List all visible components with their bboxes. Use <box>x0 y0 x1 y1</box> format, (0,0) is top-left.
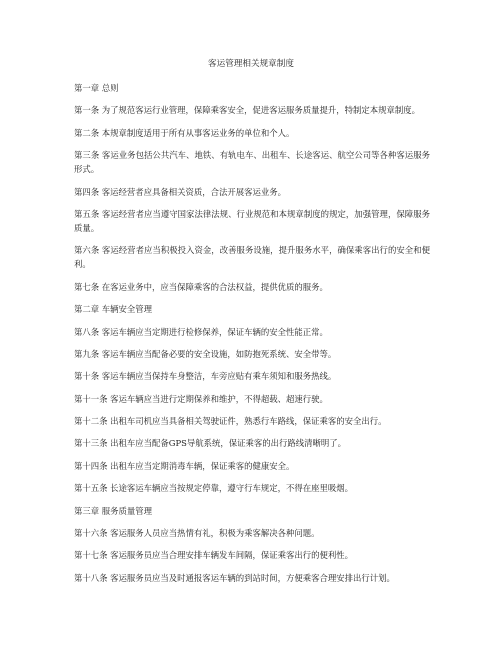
article-paragraph: 第九条 客运车辆应当配备必要的安全设施，如防抱死系统、安全带等。 <box>74 348 337 359</box>
article-paragraph: 第十二条 出租车司机应当具备相关驾驶证件，熟悉行车路线，保证乘客的安全出行。 <box>74 416 387 427</box>
document-title: 客运管理相关规章制度 <box>208 59 294 69</box>
article-paragraph: 第十一条 客运车辆应当进行定期保养和维护，不得超载、超速行驶。 <box>74 393 328 404</box>
article-paragraph: 第十三条 出租车应当配备GPS导航系统，保证乘客的出行路线清晰明了。 <box>74 438 346 449</box>
chapter-heading: 第二章 车辆安全管理 <box>74 304 153 315</box>
article-paragraph: 第十七条 客运服务员应当合理安排车辆发车间隔，保证乘客出行的便利性。 <box>74 550 354 561</box>
chapter-heading: 第一章 总则 <box>74 83 119 93</box>
article-paragraph: 第一条 为了规范客运行业管理，保障乘客安全，促进客运服务质量提升，特制定本规章制度。 <box>74 105 421 116</box>
article-paragraph: 第十六条 客运服务人员应当热情有礼，积极为乘客解决各种问题。 <box>74 528 320 539</box>
article-paragraph: 第十四条 出租车应当定期消毒车辆，保证乘客的健康安全。 <box>74 460 295 471</box>
document-body <box>74 81 430 593</box>
article-paragraph: 第十条 客运车辆应当保持车身整洁，车旁应贴有乘车须知和服务热线。 <box>74 371 337 382</box>
article-paragraph: 第六条 客运经营者应当积极投入资金，改善服务设施，提升服务水平，确保乘客出行的安全和便利。 <box>74 245 430 270</box>
article-paragraph: 第十八条 客运服务员应当及时通报客运车辆的到站时间，方便乘客合理安排出行计划。 <box>74 572 395 583</box>
article-paragraph: 第四条 客运经营者应具备相关资质，合法开展客运业务。 <box>74 186 287 197</box>
article-paragraph: 第七条 在客运业务中，应当保障乘客的合法权益，提供优质的服务。 <box>74 281 328 292</box>
article-paragraph: 第二条 本规章制度适用于所有从事客运业务的单位和个人。 <box>74 127 295 138</box>
article-paragraph: 第十五条 长途客运车辆应当按规定停靠，遵守行车规定，不得在座里吸烟。 <box>74 483 354 494</box>
chapter-heading: 第三章 服务质量管理 <box>74 505 153 516</box>
article-paragraph: 第八条 客运车辆应当定期进行检修保养，保证车辆的安全性能正常。 <box>74 326 328 337</box>
article-paragraph: 第三条 客运业务包括公共汽车、地铁、有轨电车、出租车、长途客运、航空公司等各种客运服务形式。 <box>74 150 430 175</box>
article-paragraph: 第五条 客运经营者应当遵守国家法律法规、行业规范和本规章制度的规定，加强管理，保障服务质量。 <box>74 208 430 233</box>
